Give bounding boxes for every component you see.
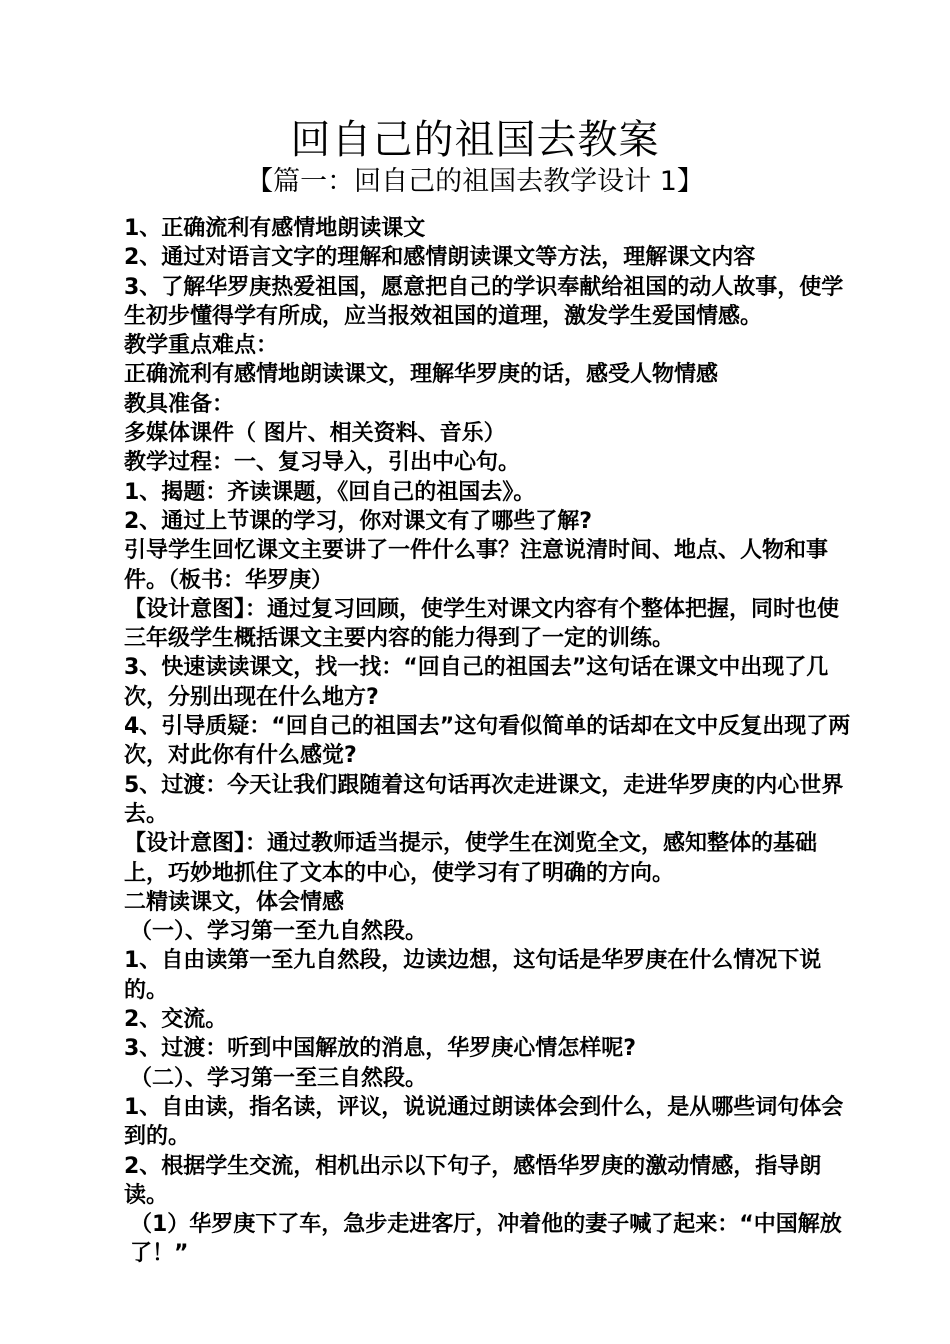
paragraph: 3、过渡：听到中国解放的消息，华罗庚心情怎样呢? — [124, 1036, 637, 1062]
paragraph: （1）华罗庚下了车，急步走进客厅，冲着他的妻子喊了起来：“中国解放了！” — [130, 1212, 842, 1267]
paragraph: 4、引导质疑：“回自己的祖国去”这句看似简单的话却在文中反复出现了两次，对此你有什么感觉? — [124, 714, 851, 769]
paragraph: 教学重点难点： — [124, 333, 279, 359]
paragraph: （一）、学习第一至九自然段。 — [130, 919, 428, 945]
paragraph: 二精读课文，体会情感 — [124, 889, 345, 915]
paragraph: 2、通过对语言文字的理解和感情朗读课文等方法，理解课文内容 — [124, 245, 756, 271]
paragraph: 多媒体课件（ 图片、相关资料、音乐） — [124, 421, 506, 447]
paragraph: 2、通过上节课的学习，你对课文有了哪些了解? — [124, 508, 593, 534]
paragraph: 教具准备： — [124, 391, 235, 417]
paragraph: （二）、学习第一至三自然段。 — [130, 1065, 428, 1091]
paragraph: 引导学生回忆课文主要讲了一件什么事？注意说清时间、地点、人物和事件。（板书：华罗庚） — [124, 538, 829, 593]
paragraph: 3、快速读读课文，找一找：“回自己的祖国去”这句话在课文中出现了几次，分别出现在什么地方? — [124, 655, 829, 710]
paragraph: 1、自由读，指名读，评议，说说通过朗读体会到什么，是从哪些词句体会到的。 — [124, 1094, 844, 1150]
paragraph: 3、了解华罗庚热爱祖国，愿意把自己的学识奉献给祖国的动人故事，使学生初步懂得学有所成，应当报效祖国的道理，激发学生爱国情感。 — [124, 274, 844, 329]
paragraph: 1、自由读第一至九自然段，边读边想，这句话是华罗庚在什么情况下说的。 — [124, 948, 822, 1003]
paragraph: 1、正确流利有感情地朗读课文 — [124, 216, 426, 241]
document-body — [116, 214, 856, 1269]
paragraph: 5、过渡：今天让我们跟随着这句话再次走进课文，走进华罗庚的内心世界去。 — [124, 772, 844, 827]
paragraph: 2、根据学生交流，相机出示以下句子，感悟华罗庚的激动情感，指导朗读。 — [124, 1153, 822, 1208]
paragraph: 正确流利有感情地朗读课文，理解华罗庚的话，感受人物情感 — [124, 362, 719, 388]
paragraph: 【设计意图】：通过教师适当提示，使学生在浏览全文，感知整体的基础上，巧妙地抓住了文本的中心，使学习有了明确的方向。 — [124, 831, 818, 886]
paragraph: 2、交流。 — [124, 1007, 228, 1033]
paragraph: 1、揭题：齐读课题，《回自己的祖国去》。 — [124, 479, 536, 505]
paragraph: 【设计意图】：通过复习回顾，使学生对课文内容有个整体把握，同时也使三年级学生概括课文主要内容的能力得到了一定的训练。 — [124, 596, 840, 652]
paragraph: 教学过程：一、复习导入，引出中心句。 — [124, 450, 521, 476]
document-subtitle: 【篇一：回自己的祖国去教学设计 1】 — [246, 166, 704, 197]
document-title: 回自己的祖国去教案 — [290, 117, 660, 163]
